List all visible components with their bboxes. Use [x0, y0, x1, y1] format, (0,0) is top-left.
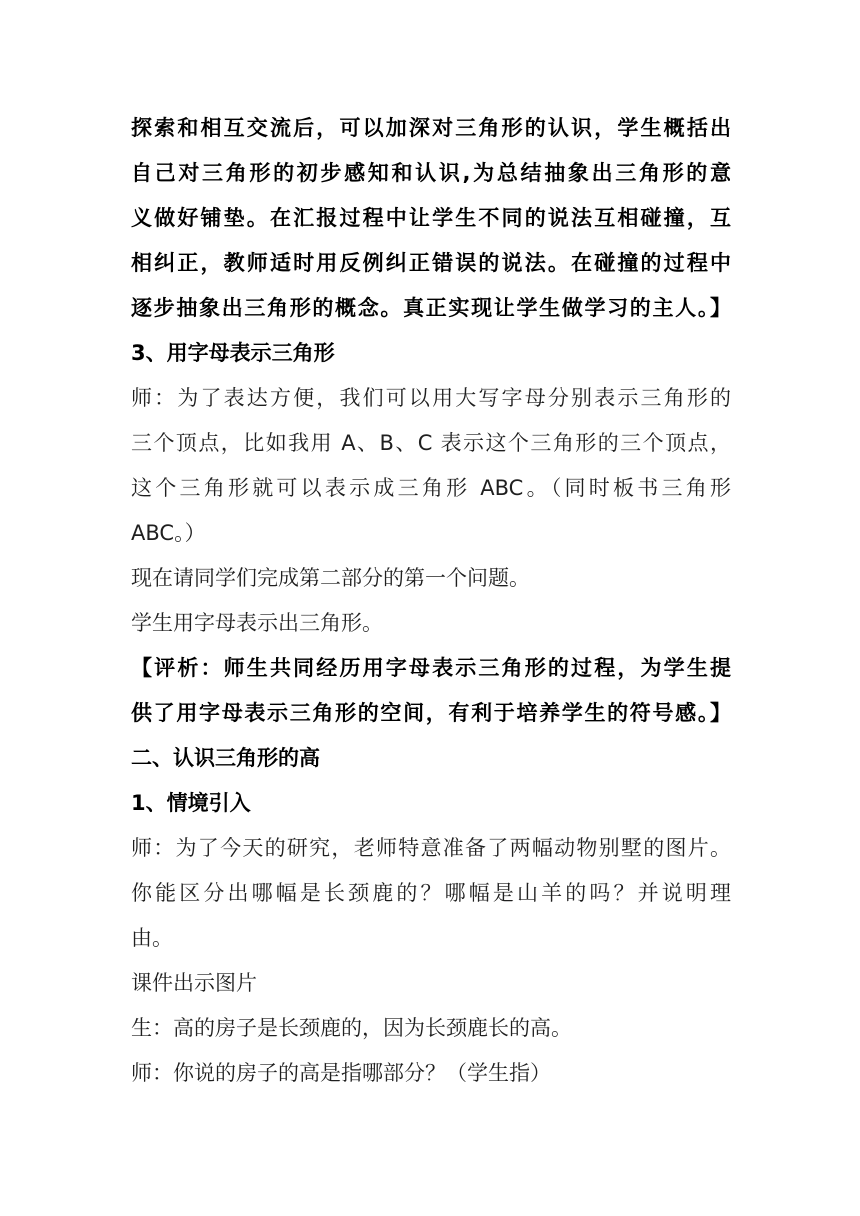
paragraph-line: 逐步抽象出三角形的概念。真正实现让学生做学习的主人。】 [131, 296, 731, 320]
paragraph-line: 你能区分出哪幅是长颈鹿的？哪幅是山羊的吗？并说明理 [131, 881, 731, 905]
paragraph-line: 相纠正，教师适时用反例纠正错误的说法。在碰撞的过程中 [131, 251, 731, 275]
section-heading: 3、用字母表示三角形 [131, 341, 335, 365]
subsection-heading: 1、情境引入 [131, 791, 251, 815]
paragraph-line: 三个顶点，比如我用 A、B、C 表示这个三角形的三个顶点， [131, 431, 731, 455]
paragraph-line: 现在请同学们完成第二部分的第一个问题。 [131, 566, 530, 590]
paragraph-line: 这个三角形就可以表示成三角形 ABC。（同时板书三角形 [131, 476, 731, 500]
paragraph-line: 师：为了今天的研究，老师特意准备了两幅动物别墅的图片。 [131, 836, 731, 860]
paragraph-line: 【评析：师生共同经历用字母表示三角形的过程，为学生提 [131, 656, 731, 680]
paragraph-line: 探索和相互交流后，可以加深对三角形的认识，学生概括出 [131, 116, 731, 140]
paragraph-line: 义做好铺垫。在汇报过程中让学生不同的说法互相碰撞，互 [131, 206, 731, 230]
paragraph-line: 生：高的房子是长颈鹿的，因为长颈鹿长的高。 [131, 1016, 572, 1040]
paragraph-line: 供了用字母表示三角形的空间，有利于培养学生的符号感。】 [131, 701, 731, 725]
paragraph-line: 自己对三角形的初步感知和认识,为总结抽象出三角形的意 [131, 161, 731, 185]
paragraph-line: 师：为了表达方便，我们可以用大写字母分别表示三角形的 [131, 386, 731, 410]
paragraph-line: 学生用字母表示出三角形。 [131, 611, 383, 635]
paragraph-line: ABC。） [131, 521, 206, 545]
paragraph-line: 师：你说的房子的高是指哪部分？（学生指） [131, 1061, 551, 1085]
paragraph-line: 课件出示图片 [131, 971, 257, 995]
paragraph-line: 由。 [131, 926, 173, 950]
section-heading: 二、认识三角形的高 [131, 746, 320, 770]
